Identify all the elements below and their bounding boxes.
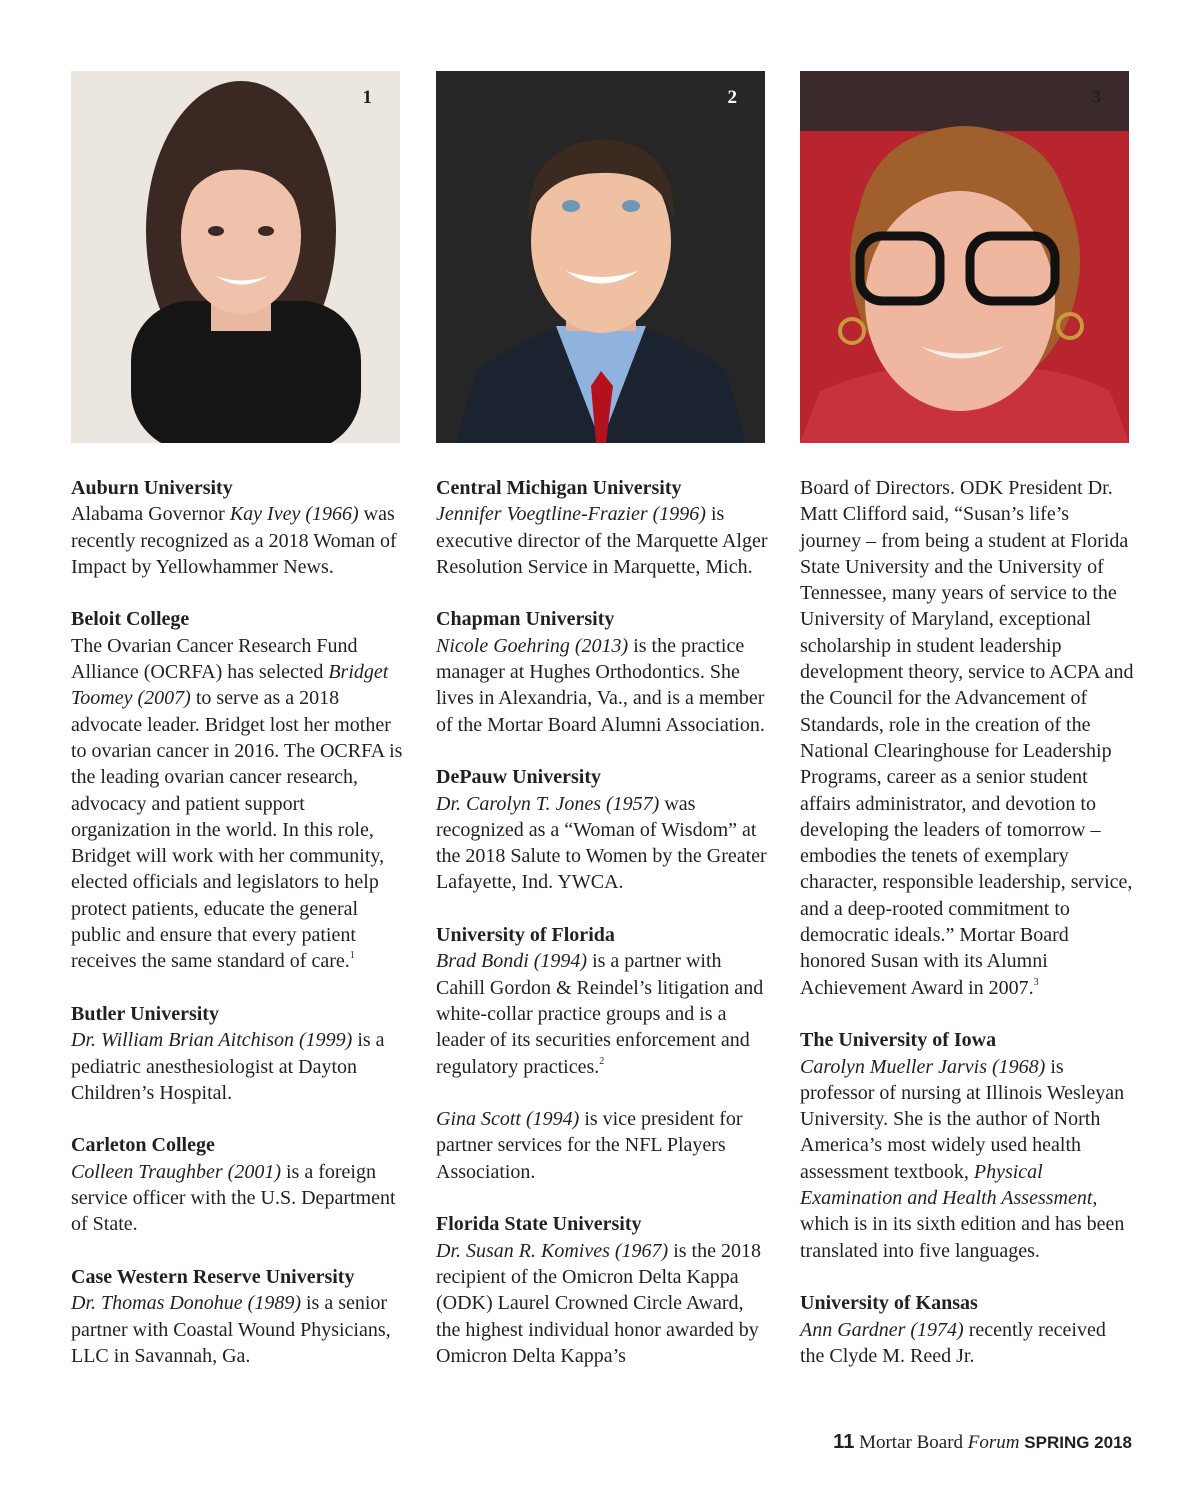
entry-text: , which is in its sixth edition and has been translated into five languages.	[800, 1187, 1125, 1262]
entry-central-michigan	[436, 475, 771, 580]
page-footer	[833, 1431, 1132, 1454]
alumni-name: Carolyn Mueller Jarvis (1968)	[800, 1055, 1046, 1078]
alumni-name: Kay Ivey (1966)	[229, 503, 359, 526]
column-2	[436, 475, 771, 1395]
photo-number: 1	[362, 87, 372, 108]
alumni-name: Brad Bondi (1994)	[436, 950, 588, 973]
entry-heading: The University of Iowa	[800, 1029, 997, 1052]
entry-text: recently received the Clyde M. Reed Jr.	[800, 1318, 1106, 1367]
alumni-name: Dr. Thomas Donohue (1989)	[71, 1292, 301, 1315]
photo-number: 3	[1091, 87, 1101, 108]
photo-3	[800, 71, 1129, 443]
entry-heading: Auburn University	[71, 477, 233, 499]
entry-heading: DePauw University	[436, 766, 601, 789]
column-3	[800, 475, 1135, 1395]
alumni-name: Dr. Susan R. Komives (1967)	[436, 1239, 669, 1262]
entry-heading: Central Michigan University	[436, 477, 682, 499]
entry-text: is professor of nursing at Illinois Wesleyan University. She is the author of North America’s most widely used health assessment textbook,	[800, 1055, 1125, 1183]
entry-text: is a pediatric anesthesiologist at Dayton Children’s Hospital.	[71, 1029, 385, 1104]
alumni-name: Dr. Carolyn T. Jones (1957)	[436, 792, 660, 815]
photo-2	[436, 71, 765, 443]
alumni-name: Dr. William Brian Aitchison (1999)	[71, 1029, 353, 1052]
photo-ref: 2	[599, 1055, 605, 1067]
alumni-name: Ann Gardner (1974)	[800, 1318, 964, 1341]
entry-heading: University of Florida	[436, 924, 615, 947]
entry-iowa	[800, 1027, 1135, 1264]
portrait-woman-glasses-icon	[800, 71, 1129, 443]
entry-butler	[71, 1001, 406, 1106]
entry-text: is a foreign service officer with the U.S. Department of State.	[71, 1160, 396, 1236]
entry-florida-state	[436, 1211, 771, 1369]
photo-ref: 3	[1033, 976, 1039, 988]
entry-text: is a senior partner with Coastal Wound Physicians, LLC in Savannah, Ga.	[71, 1292, 391, 1367]
alumni-name: Bridget Toomey (2007)	[71, 661, 389, 710]
entry-text: Board of Directors. ODK President Dr. Matt Clifford said, “Susan’s life’s journey – from being a student at Florida State University and the University of Tennessee, many years of service to the University of Maryland, exceptional scholarship in student leadership development theory, service to ACPA and the Council for the Advancement of Standards, role in the creation of the National Clearinghouse for Leadership Programs, career as a senior student affairs administrator, and devotion to developing the leaders of tomorrow – embodies the tenets of exemplary character, responsible leadership, service, and a deep-rooted commitment to democratic ideals.” Mortar Board honored Susan with its Alumni Achievement Award in 2007.	[800, 477, 1134, 999]
alumni-name: Gina Scott (1994)	[436, 1108, 580, 1131]
column-1	[71, 475, 406, 1395]
photo-1	[71, 71, 400, 443]
entry-florida	[436, 922, 771, 1080]
entry-carleton	[71, 1132, 406, 1237]
photo-number: 2	[727, 87, 737, 108]
alumni-name: Nicole Goehring (2013)	[436, 634, 629, 657]
entry-text: is the 2018 recipient of the Omicron Delta Kappa (ODK) Laurel Crowned Circle Award, the highest individual honor awarded by Omicron Delta Kappa’s	[436, 1239, 761, 1367]
entry-heading: Chapman University	[436, 608, 615, 631]
publication-name: Mortar Board	[859, 1432, 968, 1453]
entry-heading: Case Western Reserve University	[71, 1265, 355, 1288]
entry-text: was recognized as a “Woman of Wisdom” at the 2018 Salute to Women by the Greater Lafayette, Ind. YWCA.	[436, 792, 767, 894]
alumni-name: Jennifer Voegtline-Frazier (1996)	[436, 503, 706, 526]
issue-season: SPRING 2018	[1024, 1433, 1132, 1452]
entry-kansas	[800, 1290, 1135, 1369]
entry-text: is the practice manager at Hughes Orthodontics. She lives in Alexandria, Va., and is a member of the Mortar Board Alumni Association.	[436, 634, 765, 736]
entry-heading: Florida State University	[436, 1213, 642, 1236]
entry-text: to serve as a 2018 advocate leader. Bridget lost her mother to ovarian cancer in 2016. The OCRFA is the leading ovarian cancer research, advocacy and patient support organization in the world. In this role, Bridget will work with her community, elected officials and legislators to help protect patients, educate the general public and ensure that every patient receives the same standard of care.	[71, 687, 403, 973]
entry-chapman	[436, 606, 771, 737]
book-title: Physical Examination and Health Assessment	[800, 1160, 1093, 1210]
entry-florida-state-continued	[800, 475, 1135, 1001]
portrait-woman-dark-hair-icon	[71, 71, 400, 443]
entry-heading: Carleton College	[71, 1134, 215, 1157]
entry-text: is a partner with Cahill Gordon & Reindel’s litigation and white-collar practice groups and is a leader of its securities enforcement and regulatory practices.	[436, 950, 764, 1078]
entry-text: was recently recognized as a 2018 Woman of Impact by Yellowhammer News.	[71, 503, 397, 578]
entry-gina-scott	[436, 1106, 771, 1185]
entry-text: is vice president for partner services for the NFL Players Association.	[436, 1108, 743, 1183]
entry-text: is executive director of the Marquette Alger Resolution Service in Marquette, Mich.	[436, 503, 768, 578]
entry-beloit	[71, 606, 406, 974]
portrait-man-suit-icon	[436, 71, 765, 443]
publication-name-italic: Forum	[967, 1432, 1020, 1453]
page-number: 11	[833, 1431, 855, 1453]
entry-case-western	[71, 1264, 406, 1369]
entry-text: Alabama Governor	[71, 503, 230, 526]
entry-heading: Butler University	[71, 1002, 219, 1025]
entry-auburn	[71, 475, 406, 580]
entry-depauw	[436, 764, 771, 895]
entry-heading: University of Kansas	[800, 1292, 978, 1315]
entry-heading: Beloit College	[71, 608, 190, 631]
entry-text: The Ovarian Cancer Research Fund Alliance (OCRFA) has selected	[71, 634, 358, 684]
photo-ref: 1	[349, 950, 355, 962]
alumni-name: Colleen Traughber (2001)	[71, 1160, 281, 1183]
